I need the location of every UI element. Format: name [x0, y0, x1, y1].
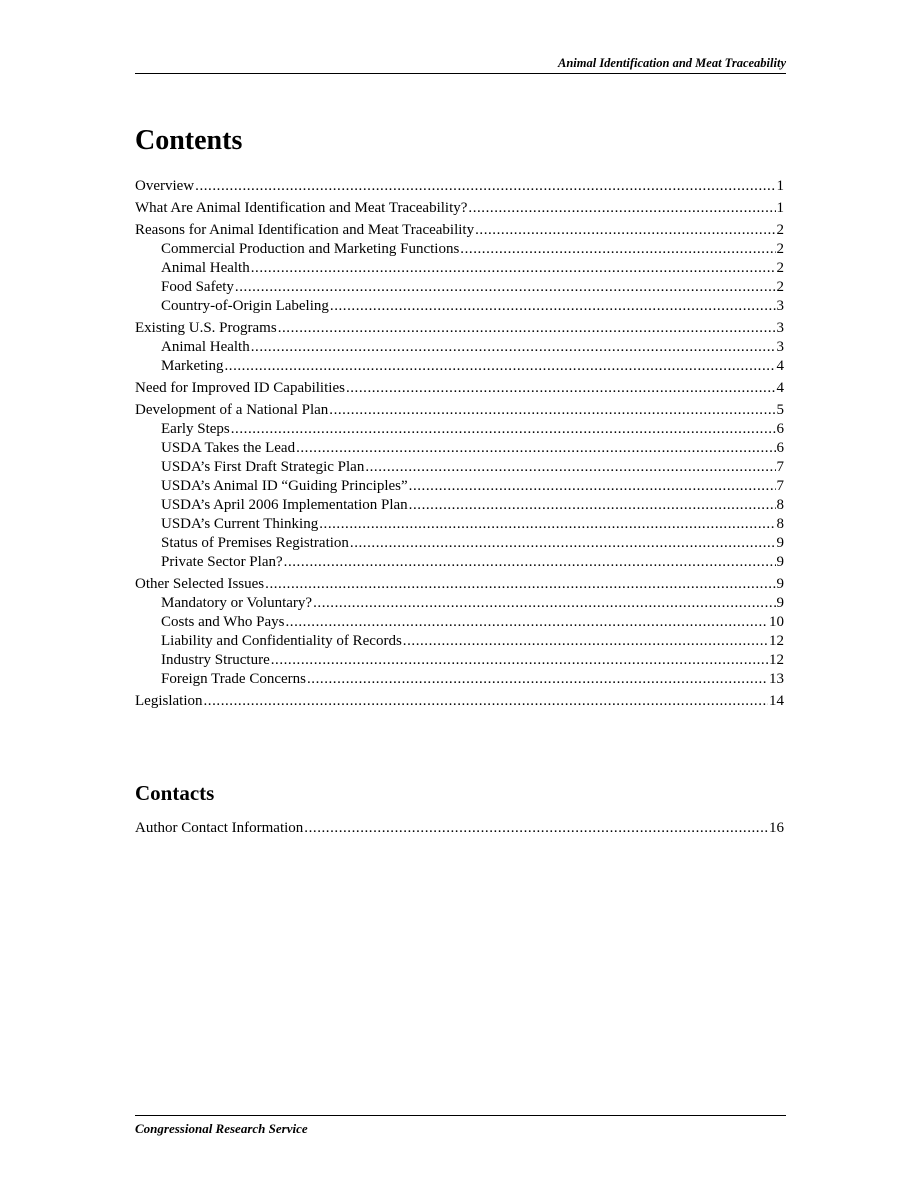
- toc-entry-page: 10: [769, 614, 784, 630]
- toc-dot-leader: [409, 496, 776, 515]
- toc-entry[interactable]: [135, 259, 784, 278]
- toc-dot-leader: [271, 651, 768, 670]
- toc-entry-title: USDA’s Animal ID “Guiding Principles”: [161, 478, 408, 494]
- toc-entry[interactable]: [135, 534, 784, 553]
- toc-entry[interactable]: [135, 692, 784, 711]
- toc-entry-page: 7: [776, 478, 784, 494]
- toc-dot-leader: [409, 477, 776, 496]
- toc-entry[interactable]: [135, 670, 784, 689]
- toc-dot-leader: [265, 575, 775, 594]
- page-footer: Congressional Research Service: [135, 1115, 786, 1141]
- toc-entry-title: Mandatory or Voluntary?: [161, 595, 313, 611]
- toc-entry-title: What Are Animal Identification and Meat Traceability?: [135, 200, 468, 216]
- contents-toc: [135, 177, 784, 711]
- toc-dot-leader: [251, 338, 776, 357]
- toc-dot-leader: [284, 553, 776, 572]
- toc-entry-page: 2: [776, 260, 784, 276]
- contacts-toc: [135, 819, 784, 838]
- toc-entry[interactable]: [135, 319, 784, 338]
- toc-entry[interactable]: [135, 401, 784, 420]
- toc-entry-title: Commercial Production and Marketing Functions: [161, 241, 460, 257]
- toc-entry-title: Animal Health: [161, 260, 250, 276]
- toc-entry-title: Industry Structure: [161, 652, 270, 668]
- toc-entry-title: Reasons for Animal Identification and Meat Traceability: [135, 222, 475, 238]
- toc-entry-title: Existing U.S. Programs: [135, 320, 277, 336]
- toc-entry-page: 9: [776, 595, 784, 611]
- toc-dot-leader: [350, 534, 776, 553]
- toc-entry-page: 8: [776, 497, 784, 513]
- toc-entry[interactable]: [135, 553, 784, 572]
- toc-entry-title: Development of a National Plan: [135, 402, 329, 418]
- toc-entry-title: Marketing: [161, 358, 224, 374]
- toc-entry[interactable]: [135, 199, 784, 218]
- toc-dot-leader: [460, 240, 775, 259]
- toc-entry-title: Food Safety: [161, 279, 234, 295]
- toc-entry-title: Private Sector Plan?: [161, 554, 283, 570]
- running-header: Animal Identification and Meat Traceability: [135, 56, 786, 74]
- toc-entry-title: USDA’s April 2006 Implementation Plan: [161, 497, 408, 513]
- toc-dot-leader: [235, 278, 776, 297]
- toc-entry[interactable]: [135, 477, 784, 496]
- toc-dot-leader: [313, 594, 775, 613]
- toc-entry-page: 7: [776, 459, 784, 475]
- toc-entry-title: USDA Takes the Lead: [161, 440, 296, 456]
- toc-entry[interactable]: [135, 651, 784, 670]
- toc-dot-leader: [304, 819, 768, 838]
- toc-entry-page: 8: [776, 516, 784, 532]
- toc-entry-page: 2: [776, 241, 784, 257]
- toc-entry-page: 3: [776, 298, 784, 314]
- toc-entry-title: Foreign Trade Concerns: [161, 671, 306, 687]
- toc-dot-leader: [468, 199, 775, 218]
- toc-entry[interactable]: [135, 278, 784, 297]
- toc-entry[interactable]: [135, 379, 784, 398]
- toc-entry[interactable]: [135, 496, 784, 515]
- toc-entry-page: 5: [776, 402, 784, 418]
- toc-entry-page: 16: [769, 820, 784, 836]
- toc-entry[interactable]: [135, 613, 784, 632]
- toc-dot-leader: [285, 613, 768, 632]
- toc-dot-leader: [319, 515, 775, 534]
- toc-entry-page: 4: [776, 358, 784, 374]
- toc-entry-title: Liability and Confidentiality of Records: [161, 633, 402, 649]
- toc-entry-page: 9: [776, 554, 784, 570]
- toc-entry-title: Status of Premises Registration: [161, 535, 349, 551]
- toc-entry-title: Legislation: [135, 693, 203, 709]
- toc-entry-title: USDA’s Current Thinking: [161, 516, 319, 532]
- toc-entry[interactable]: [135, 338, 784, 357]
- toc-entry[interactable]: [135, 819, 784, 838]
- toc-entry-title: USDA’s First Draft Strategic Plan: [161, 459, 365, 475]
- toc-dot-leader: [365, 458, 775, 477]
- toc-entry[interactable]: [135, 240, 784, 259]
- toc-dot-leader: [329, 401, 775, 420]
- toc-dot-leader: [231, 420, 776, 439]
- contents-heading: Contents: [135, 125, 243, 156]
- toc-dot-leader: [195, 177, 775, 196]
- toc-entry-page: 1: [776, 200, 784, 216]
- toc-dot-leader: [475, 221, 775, 240]
- toc-dot-leader: [296, 439, 775, 458]
- toc-entry-page: 2: [776, 279, 784, 295]
- toc-entry[interactable]: [135, 439, 784, 458]
- toc-dot-leader: [403, 632, 768, 651]
- toc-entry-page: 9: [776, 535, 784, 551]
- toc-entry[interactable]: [135, 357, 784, 376]
- toc-dot-leader: [307, 670, 768, 689]
- toc-entry-title: Need for Improved ID Capabilities: [135, 380, 345, 396]
- toc-dot-leader: [224, 357, 775, 376]
- toc-entry[interactable]: [135, 297, 784, 316]
- toc-dot-leader: [204, 692, 769, 711]
- toc-entry[interactable]: [135, 221, 784, 240]
- toc-dot-leader: [346, 379, 776, 398]
- toc-dot-leader: [278, 319, 776, 338]
- toc-entry-page: 2: [776, 222, 784, 238]
- toc-entry-title: Early Steps: [161, 421, 230, 437]
- toc-entry-page: 14: [769, 693, 784, 709]
- toc-entry-page: 3: [776, 339, 784, 355]
- toc-entry-page: 12: [769, 633, 784, 649]
- toc-entry[interactable]: [135, 575, 784, 594]
- toc-entry-title: Author Contact Information: [135, 820, 304, 836]
- toc-entry-page: 6: [776, 421, 784, 437]
- toc-entry-title: Costs and Who Pays: [161, 614, 285, 630]
- toc-entry[interactable]: [135, 594, 784, 613]
- toc-entry-page: 1: [776, 178, 784, 194]
- toc-entry[interactable]: [135, 420, 784, 439]
- toc-entry[interactable]: [135, 458, 784, 477]
- toc-entry-title: Other Selected Issues: [135, 576, 265, 592]
- toc-entry-page: 4: [776, 380, 784, 396]
- toc-entry-page: 13: [769, 671, 784, 687]
- toc-entry-page: 9: [776, 576, 784, 592]
- toc-entry-page: 3: [776, 320, 784, 336]
- toc-entry-page: 12: [769, 652, 784, 668]
- toc-entry-title: Overview: [135, 178, 195, 194]
- toc-dot-leader: [330, 297, 776, 316]
- toc-entry[interactable]: [135, 515, 784, 534]
- contacts-heading: Contacts: [135, 781, 215, 805]
- toc-dot-leader: [251, 259, 776, 278]
- toc-entry-title: Country-of-Origin Labeling: [161, 298, 329, 314]
- toc-entry[interactable]: [135, 632, 784, 651]
- toc-entry-title: Animal Health: [161, 339, 250, 355]
- toc-entry[interactable]: [135, 177, 784, 196]
- toc-entry-page: 6: [776, 440, 784, 456]
